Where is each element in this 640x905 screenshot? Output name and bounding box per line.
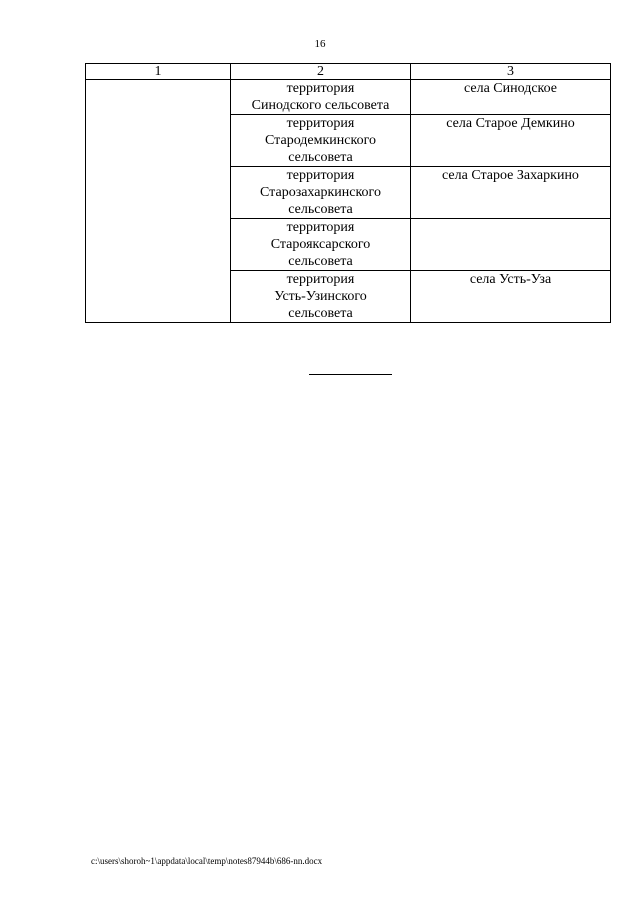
territory-line: сельсовета (288, 150, 353, 165)
village-cell (411, 219, 611, 271)
table-header-cell: 2 (231, 64, 411, 80)
territory-line: Старояксарского (270, 237, 371, 252)
territory-line: сельсовета (288, 254, 353, 269)
table-cell-empty (86, 80, 231, 323)
village-cell: села Старое Демкино (411, 115, 611, 167)
end-of-document-line (309, 374, 392, 375)
table-row (86, 80, 611, 115)
territory-line: сельсовета (288, 306, 353, 321)
territory-cell (231, 271, 411, 323)
territory-cell (231, 167, 411, 219)
table-header-row (86, 64, 611, 80)
territory-line: Старозахаркинского (260, 185, 381, 200)
territory-line: территория (286, 116, 355, 131)
footer-file-path: c:\users\shoroh~1\appdata\local\temp\notes87944b\686-nn.docx (91, 856, 323, 866)
territory-cell (231, 115, 411, 167)
territory-line: территория (286, 168, 355, 183)
village-cell: села Синодское (411, 80, 611, 115)
territory-line: Стародемкинского (265, 133, 376, 148)
territory-cell (231, 80, 411, 115)
territory-cell (231, 219, 411, 271)
village-cell: села Старое Захаркино (411, 167, 611, 219)
page-number: 16 (314, 38, 326, 50)
territory-line: территория (286, 220, 355, 235)
territory-line: территория (286, 272, 355, 287)
territory-line: Синодского сельсовета (251, 98, 390, 113)
territory-line: Усть-Узинского (274, 289, 367, 304)
table-header-cell: 1 (86, 64, 231, 80)
document-table (85, 63, 611, 323)
territory-line: территория (286, 81, 355, 96)
table-header-cell: 3 (411, 64, 611, 80)
territory-line: сельсовета (288, 202, 353, 217)
village-cell: села Усть-Уза (411, 271, 611, 323)
